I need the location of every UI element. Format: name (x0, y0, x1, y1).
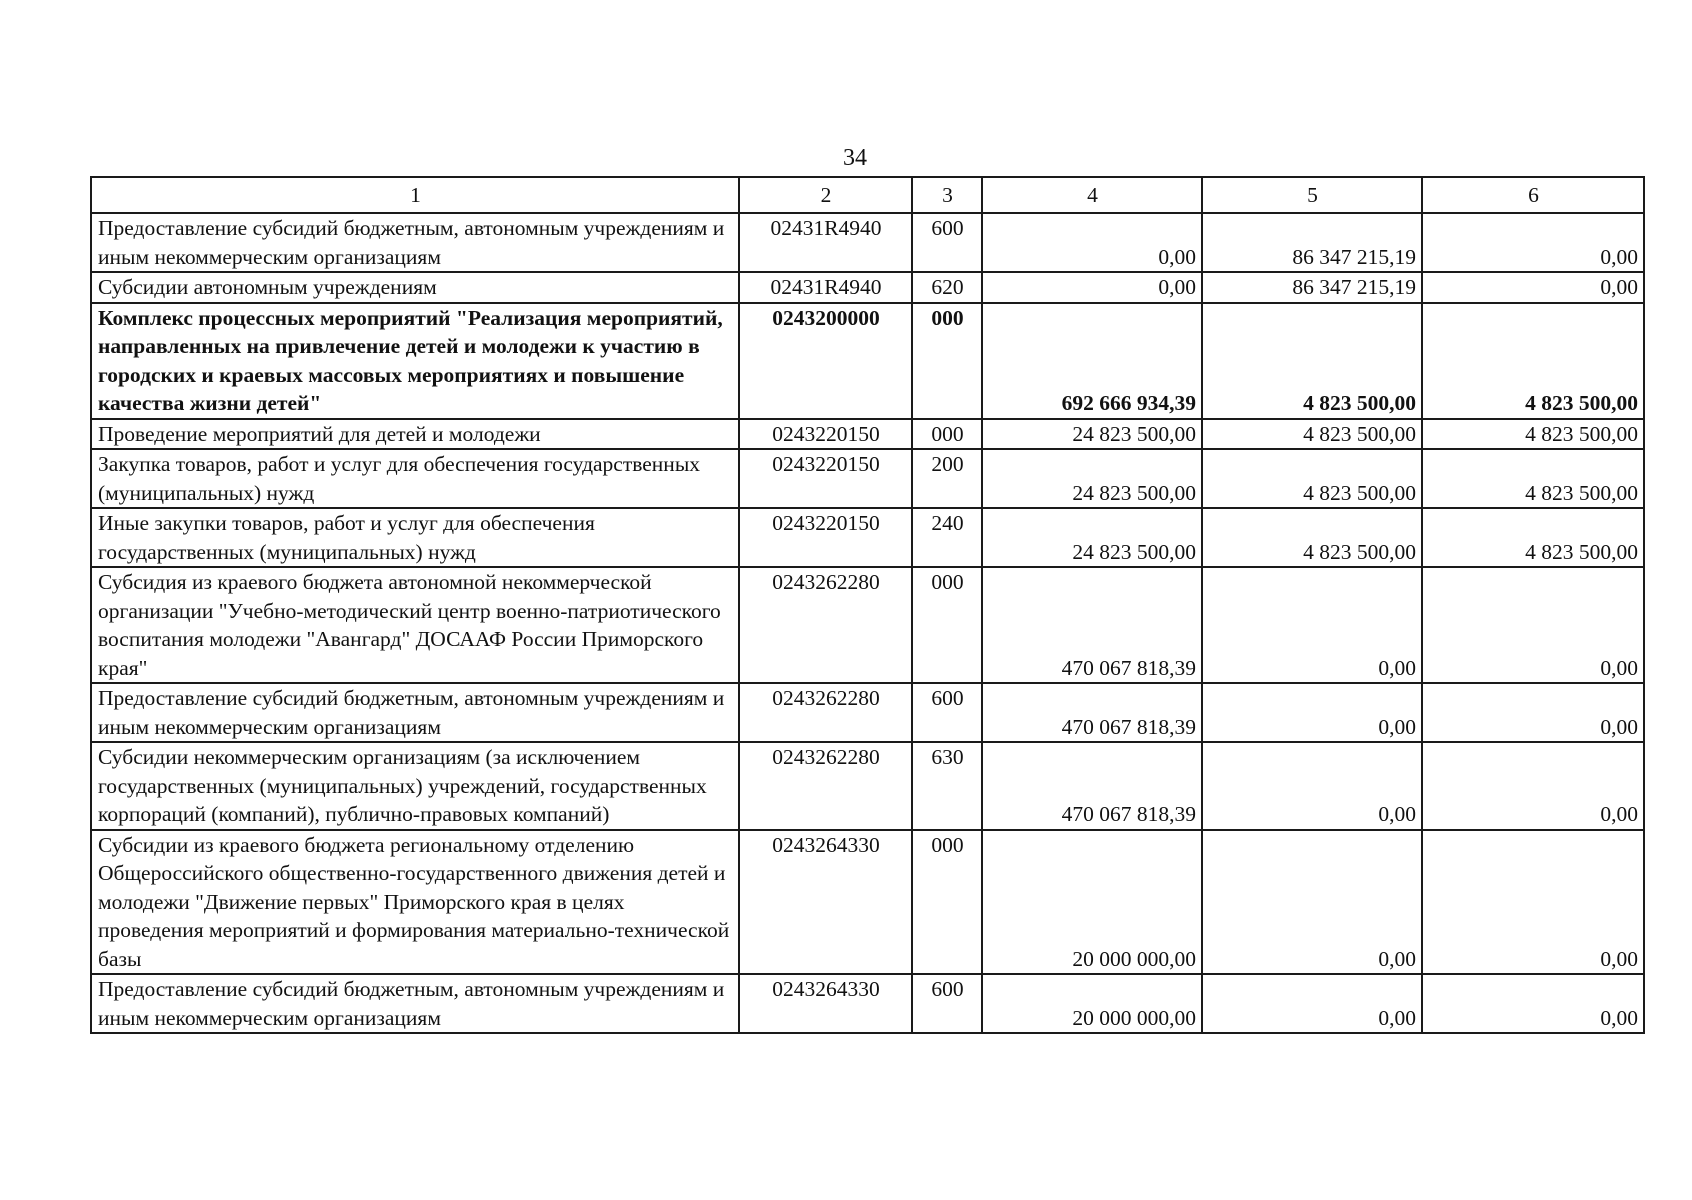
row-amount-col5-cell: 4 823 500,00 (1202, 449, 1422, 508)
row-name-cell: Предоставление субсидий бюджетным, автономным учреждениям и иным некоммерческим организациям (91, 683, 739, 742)
row-amount-col5-cell: 0,00 (1202, 830, 1422, 975)
row-expense-type-cell: 000 (912, 830, 982, 975)
table-row (91, 830, 1644, 975)
row-amount-col6-cell: 0,00 (1422, 974, 1644, 1033)
table-header-row (91, 177, 1644, 213)
table-row (91, 419, 1644, 450)
table-row (91, 272, 1644, 303)
row-name-cell: Предоставление субсидий бюджетным, автономным учреждениям и иным некоммерческим организациям (91, 974, 739, 1033)
row-amount-col4-cell: 692 666 934,39 (982, 303, 1202, 419)
row-name-cell: Субсидия из краевого бюджета автономной некоммерческой организации "Учебно-методический центр военно-патриотического воспитания молодежи "Авангард" ДОСААФ России Приморского края" (91, 567, 739, 683)
table-row (91, 974, 1644, 1033)
row-amount-col6-cell: 0,00 (1422, 830, 1644, 975)
row-amount-col6-cell: 0,00 (1422, 567, 1644, 683)
table-row (91, 303, 1644, 419)
row-amount-col6-cell: 4 823 500,00 (1422, 449, 1644, 508)
row-expense-type-cell: 600 (912, 974, 982, 1033)
table-row (91, 449, 1644, 508)
row-code-cell: 0243220150 (739, 508, 912, 567)
row-name-cell: Проведение мероприятий для детей и молодежи (91, 419, 739, 450)
column-header: 4 (982, 177, 1202, 213)
row-code-cell: 0243262280 (739, 567, 912, 683)
row-code-cell: 02431R4940 (739, 272, 912, 303)
table-row (91, 742, 1644, 830)
table-row (91, 213, 1644, 272)
row-amount-col5-cell: 0,00 (1202, 683, 1422, 742)
row-code-cell: 0243264330 (739, 974, 912, 1033)
row-amount-col5-cell: 4 823 500,00 (1202, 419, 1422, 450)
budget-table (90, 176, 1645, 1034)
table-body (91, 213, 1644, 1033)
row-name-cell: Комплекс процессных мероприятий "Реализация мероприятий, направленных на привлечение детей и молодежи к участию в городских и краевых массовых мероприятиях и повышение качества жизни детей" (91, 303, 739, 419)
row-amount-col4-cell: 470 067 818,39 (982, 742, 1202, 830)
row-amount-col5-cell: 86 347 215,19 (1202, 272, 1422, 303)
row-amount-col6-cell: 0,00 (1422, 742, 1644, 830)
row-amount-col6-cell: 4 823 500,00 (1422, 419, 1644, 450)
row-amount-col5-cell: 0,00 (1202, 742, 1422, 830)
row-amount-col5-cell: 0,00 (1202, 567, 1422, 683)
page-number: 34 (843, 145, 867, 171)
row-code-cell: 02431R4940 (739, 213, 912, 272)
row-amount-col6-cell: 4 823 500,00 (1422, 303, 1644, 419)
row-amount-col4-cell: 0,00 (982, 272, 1202, 303)
row-amount-col6-cell: 4 823 500,00 (1422, 508, 1644, 567)
row-name-cell: Субсидии из краевого бюджета региональному отделению Общероссийского общественно-государственного движения детей и молодежи "Движение первых" Приморского края в целях проведения мероприятий и формирования материально-технической базы (91, 830, 739, 975)
column-header: 1 (91, 177, 739, 213)
column-header: 6 (1422, 177, 1644, 213)
row-expense-type-cell: 630 (912, 742, 982, 830)
row-name-cell: Закупка товаров, работ и услуг для обеспечения государственных (муниципальных) нужд (91, 449, 739, 508)
row-amount-col4-cell: 0,00 (982, 213, 1202, 272)
row-amount-col4-cell: 20 000 000,00 (982, 974, 1202, 1033)
row-expense-type-cell: 000 (912, 303, 982, 419)
row-amount-col4-cell: 24 823 500,00 (982, 508, 1202, 567)
table-row (91, 508, 1644, 567)
row-amount-col4-cell: 20 000 000,00 (982, 830, 1202, 975)
table-row (91, 683, 1644, 742)
row-name-cell: Субсидии автономным учреждениям (91, 272, 739, 303)
row-code-cell: 0243220150 (739, 449, 912, 508)
row-amount-col5-cell: 4 823 500,00 (1202, 508, 1422, 567)
column-header: 5 (1202, 177, 1422, 213)
row-code-cell: 0243200000 (739, 303, 912, 419)
row-expense-type-cell: 620 (912, 272, 982, 303)
row-amount-col4-cell: 470 067 818,39 (982, 683, 1202, 742)
row-amount-col4-cell: 470 067 818,39 (982, 567, 1202, 683)
table-row (91, 567, 1644, 683)
column-header: 3 (912, 177, 982, 213)
row-expense-type-cell: 600 (912, 213, 982, 272)
row-amount-col4-cell: 24 823 500,00 (982, 419, 1202, 450)
row-name-cell: Иные закупки товаров, работ и услуг для обеспечения государственных (муниципальных) нужд (91, 508, 739, 567)
row-expense-type-cell: 000 (912, 567, 982, 683)
row-expense-type-cell: 200 (912, 449, 982, 508)
row-expense-type-cell: 240 (912, 508, 982, 567)
row-amount-col6-cell: 0,00 (1422, 683, 1644, 742)
row-code-cell: 0243262280 (739, 683, 912, 742)
row-code-cell: 0243220150 (739, 419, 912, 450)
row-name-cell: Субсидии некоммерческим организациям (за исключением государственных (муниципальных) учреждений, государственных корпораций (компаний), публично-правовых компаний) (91, 742, 739, 830)
row-code-cell: 0243264330 (739, 830, 912, 975)
row-code-cell: 0243262280 (739, 742, 912, 830)
row-name-cell: Предоставление субсидий бюджетным, автономным учреждениям и иным некоммерческим организациям (91, 213, 739, 272)
row-expense-type-cell: 000 (912, 419, 982, 450)
row-amount-col5-cell: 0,00 (1202, 974, 1422, 1033)
row-amount-col6-cell: 0,00 (1422, 213, 1644, 272)
row-amount-col5-cell: 4 823 500,00 (1202, 303, 1422, 419)
row-amount-col5-cell: 86 347 215,19 (1202, 213, 1422, 272)
row-expense-type-cell: 600 (912, 683, 982, 742)
row-amount-col4-cell: 24 823 500,00 (982, 449, 1202, 508)
column-header: 2 (739, 177, 912, 213)
row-amount-col6-cell: 0,00 (1422, 272, 1644, 303)
